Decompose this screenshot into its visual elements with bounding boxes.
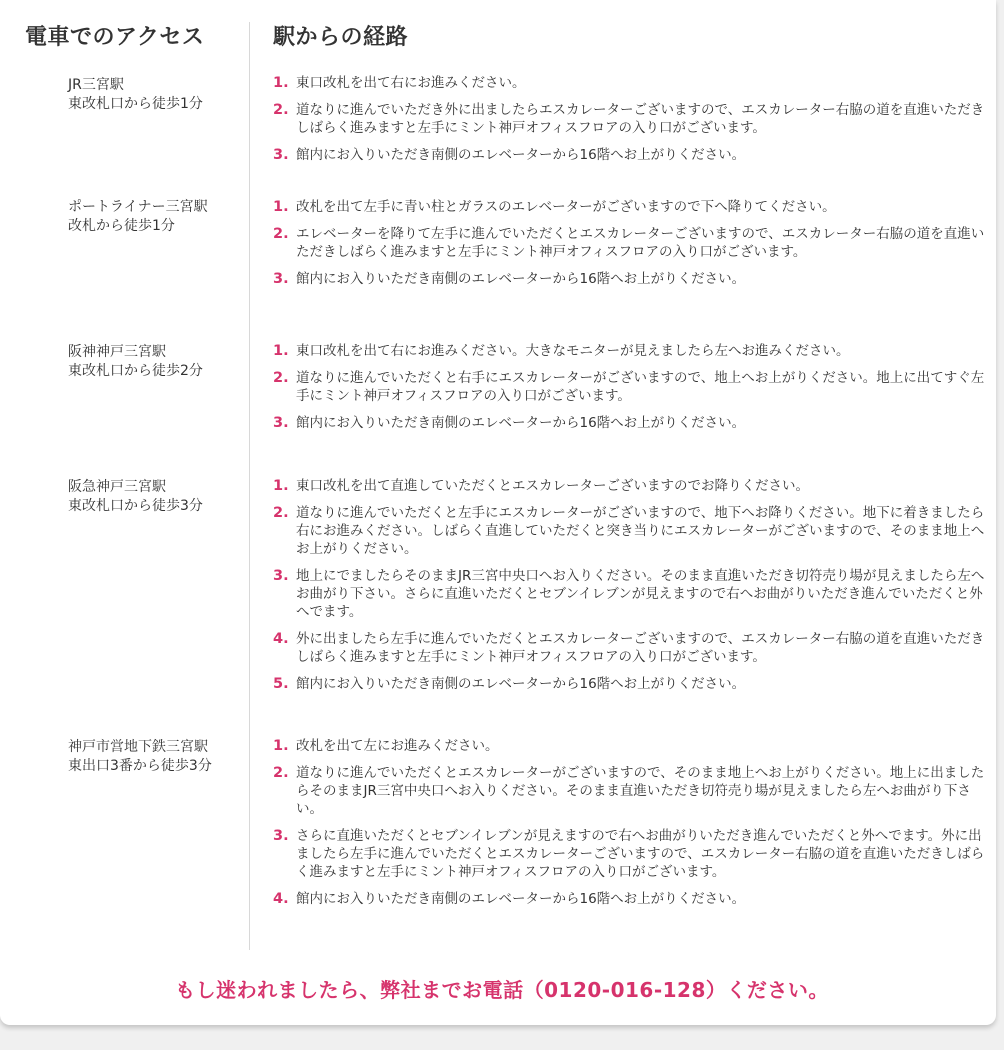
route-step: [273, 890, 993, 908]
route-step: [273, 477, 993, 495]
step-number: 1.: [273, 75, 289, 91]
station-exit-info: 東改札口から徒歩3分: [68, 498, 203, 514]
station-name: 阪神神戸三宮駅: [68, 344, 166, 360]
column-divider: [249, 22, 250, 950]
station-name: 阪急神戸三宮駅: [68, 479, 166, 495]
step-text: 館内にお入りいただき南側のエレベーターから16階へお上がりください。: [296, 147, 746, 163]
step-number: 1.: [273, 478, 289, 494]
route-step: [273, 342, 993, 360]
route-step: [273, 737, 993, 755]
route-step: [273, 74, 993, 92]
phone-contact-notice: もし迷われましたら、弊社までお電話（0120-016-128）ください。: [175, 978, 829, 1002]
step-text: 改札を出て左にお進みください。: [296, 738, 499, 754]
route-step: [273, 225, 993, 261]
step-text: 館内にお入りいただき南側のエレベーターから16階へお上がりください。: [296, 891, 746, 907]
step-number: 1.: [273, 738, 289, 754]
station-info: [68, 343, 243, 381]
step-text: 東口改札を出て直進していただくとエスカレーターございますのでお降りください。: [296, 478, 809, 494]
step-number: 3.: [273, 271, 289, 287]
step-text: 道なりに進んでいただくと右手にエスカレーターがございますので、地上へお上がりください。地上に出てすぐ左手にミント神戸オフィスフロアの入り口がございます。: [296, 370, 985, 404]
step-text: 館内にお入りいただき南側のエレベーターから16階へお上がりください。: [296, 676, 746, 692]
route-steps: [273, 198, 993, 288]
station-name: ポートライナー三宮駅: [68, 199, 208, 215]
step-text: さらに直進いただくとセブンイレブンが見えますので右へお曲がりいただき進んでいただくと外へでます。外に出ましたら左手に進んでいただくとエスカレーターございますので、エスカレーター右脇の道を直進いただきしばらく進みますと左手にミント神戸オフィスフロアの入り口がございます。: [296, 828, 985, 880]
route-steps: [273, 342, 993, 432]
step-text: 館内にお入りいただき南側のエレベーターから16階へお上がりください。: [296, 271, 746, 287]
step-text: 道なりに進んでいただくと左手にエスカレーターがございますので、地下へお降りください。地下に着きましたら右にお進みください。しばらく直進していただくと突き当りにエスカレーターがございますので、そのまま地上へお上がりください。: [296, 505, 985, 557]
step-number: 1.: [273, 199, 289, 215]
step-number: 3.: [273, 415, 289, 431]
route-step: [273, 101, 993, 137]
step-number: 1.: [273, 343, 289, 359]
step-number: 3.: [273, 828, 289, 844]
step-text: 東口改札を出て右にお進みください。大きなモニターが見えましたら左へお進みください。: [296, 343, 850, 359]
step-number: 2.: [273, 226, 289, 242]
route-step: [273, 675, 993, 693]
route-steps: [273, 737, 993, 908]
route-step: [273, 270, 993, 288]
step-number: 2.: [273, 370, 289, 386]
step-text: 館内にお入りいただき南側のエレベーターから16階へお上がりください。: [296, 415, 746, 431]
route-step: [273, 827, 993, 881]
step-text: 地上にでましたらそのままJR三宮中央口へお入りください。そのまま直進いただき切符売り場が見えましたら左へお曲がり下さい。さらに直進いただくとセブンイレブンが見えますので右へお曲がりいただき進んでいただくと外へでます。: [296, 568, 985, 620]
route-steps: [273, 477, 993, 693]
step-number: 3.: [273, 147, 289, 163]
route-step: [273, 567, 993, 621]
station-name: 神戸市営地下鉄三宮駅: [68, 739, 208, 755]
train-access-heading: 電車でのアクセス: [25, 25, 205, 50]
step-text: 道なりに進んでいただくとエスカレーターがございますので、そのまま地上へお上がりください。地上に出ましたらそのままJR三宮中央口へお入りください。そのまま直進いただき切符売り場が見えましたら左へお曲がり下さい。: [296, 765, 985, 817]
route-step: [273, 146, 993, 164]
station-info: [68, 76, 243, 114]
route-step: [273, 414, 993, 432]
step-number: 5.: [273, 676, 289, 692]
route-step: [273, 764, 993, 818]
step-number: 2.: [273, 505, 289, 521]
route-heading: 駅からの経路: [273, 25, 409, 50]
station-info: [68, 198, 243, 236]
route-step: [273, 198, 993, 216]
station-exit-info: 東改札口から徒歩1分: [68, 96, 203, 112]
step-number: 3.: [273, 568, 289, 584]
station-name: JR三宮駅: [68, 77, 124, 93]
station-exit-info: 改札から徒歩1分: [68, 218, 175, 234]
step-text: 外に出ましたら左手に進んでいただくとエスカレーターございますので、エスカレーター右脇の道を直進いただきしばらく進みますと左手にミント神戸オフィスフロアの入り口がございます。: [296, 631, 985, 665]
station-exit-info: 東改札口から徒歩2分: [68, 363, 203, 379]
route-step: [273, 630, 993, 666]
step-number: 2.: [273, 102, 289, 118]
step-number: 4.: [273, 631, 289, 647]
step-number: 4.: [273, 891, 289, 907]
station-info: [68, 738, 243, 776]
station-info: [68, 478, 243, 516]
step-text: エレベーターを降りて左手に進んでいただくとエスカレーターございますので、エスカレーター右脇の道を直進いただきしばらく進みますと左手にミント神戸オフィスフロアの入り口がございます。: [296, 226, 985, 260]
step-text: 東口改札を出て右にお進みください。: [296, 75, 526, 91]
route-step: [273, 369, 993, 405]
route-steps: [273, 74, 993, 164]
step-text: 改札を出て左手に青い柱とガラスのエレベーターがございますので下へ降りてください。: [296, 199, 836, 215]
step-text: 道なりに進んでいただき外に出ましたらエスカレーターございますので、エスカレーター右脇の道を直進いただきしばらく進みますと左手にミント神戸オフィスフロアの入り口がございます。: [296, 102, 985, 136]
step-number: 2.: [273, 765, 289, 781]
route-step: [273, 504, 993, 558]
station-exit-info: 東出口3番から徒歩3分: [68, 758, 212, 774]
